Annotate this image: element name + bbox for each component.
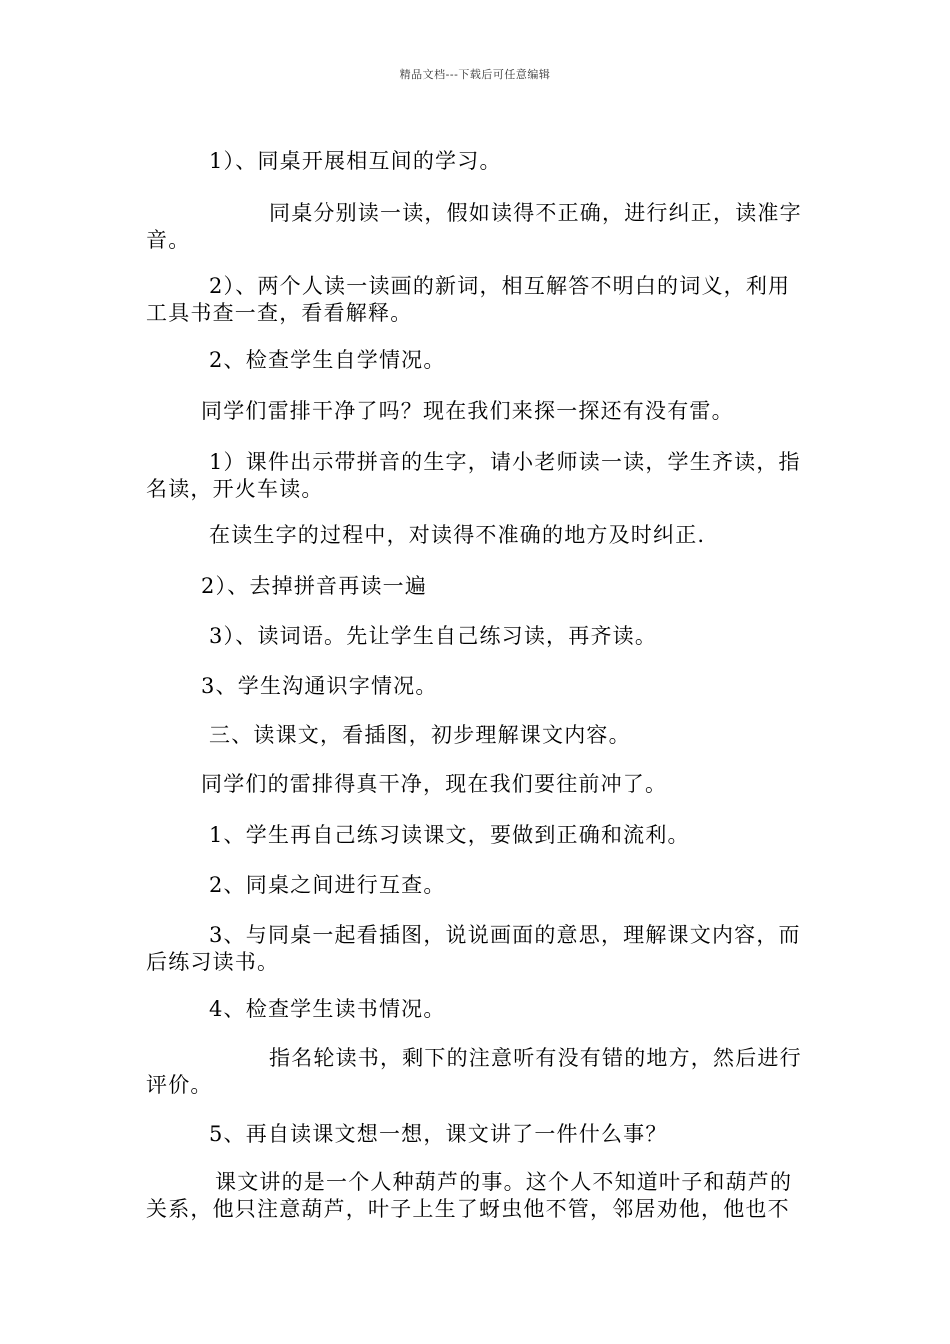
paragraph: 2、检查学生自学情况。 xyxy=(209,348,446,372)
paragraph: 2）、两个人读一读画的新词，相互解答不明白的词义，利用工具书查一查，看看解释。 xyxy=(146,274,791,325)
paragraph: 同学们雷排干净了吗？现在我们来探一探还有没有雷。 xyxy=(201,399,734,423)
paragraph: 3、学生沟通识字情况。 xyxy=(201,674,438,698)
paragraph: 指名轮读书，剩下的注意听有没有错的地方，然后进行评价。 xyxy=(146,1046,802,1097)
paragraph: 1）课件出示带拼音的生字，请小老师读一读，学生齐读，指名读，开火车读。 xyxy=(146,450,801,501)
page-header: 精品文档---下载后可任意编辑 xyxy=(399,68,551,81)
paragraph: 同桌分别读一读，假如读得不正确，进行纠正，读准字音。 xyxy=(146,201,802,252)
paragraph: 3）、读词语。先让学生自己练习读，再齐读。 xyxy=(209,624,658,648)
paragraph: 5、再自读课文想一想，课文讲了一件什么事？ xyxy=(209,1122,668,1146)
paragraph: 三、读课文，看插图，初步理解课文内容。 xyxy=(209,723,631,747)
paragraph: 3、与同桌一起看插图，说说画面的意思，理解课文内容，而后练习读书。 xyxy=(146,923,801,974)
paragraph: 4、检查学生读书情况。 xyxy=(209,997,446,1021)
paragraph: 在读生字的过程中，对读得不准确的地方及时纠正. xyxy=(209,523,706,547)
paragraph: 2）、去掉拼音再读一遍 xyxy=(201,574,428,598)
paragraph: 2、同桌之间进行互查。 xyxy=(209,873,446,897)
paragraph: 同学们的雷排得真干净，现在我们要往前冲了。 xyxy=(201,772,668,796)
paragraph: 课文讲的是一个人种葫芦的事。这个人不知道叶子和葫芦的关系，他只注意葫芦，叶子上生了蚜虫他不管，邻居劝他，他也不 xyxy=(146,1170,793,1221)
paragraph: 1、学生再自己练习读课文，要做到正确和流利。 xyxy=(209,823,690,847)
paragraph: 1）、同桌开展相互间的学习。 xyxy=(209,149,502,173)
